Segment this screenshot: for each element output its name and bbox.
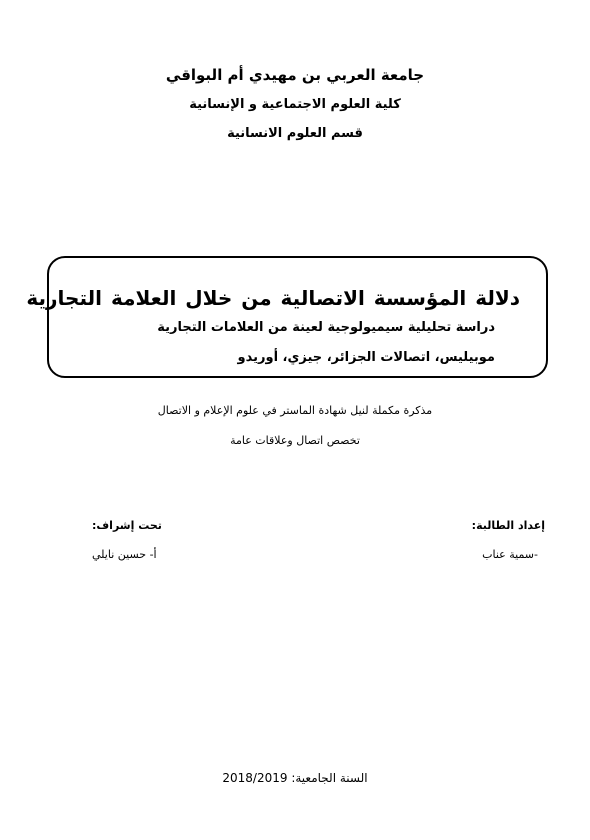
student-label: إعداد الطالبة: [471, 519, 545, 532]
thesis-subtitle: دراسة تحليلية سيميولوجية لعينة من العلامات التجارية [157, 320, 495, 335]
academic-year: السنة الجامعية: 2018/2019 [222, 771, 368, 785]
department-name: قسم العلوم الانسانية [227, 126, 363, 141]
supervisor-name: أ- حسين نايلي [92, 548, 157, 561]
faculty-name: كلية العلوم الاجتماعية و الإنسانية [189, 97, 401, 112]
thesis-title: دلالة المؤسسة الاتصالية من خلال العلامة التجارية [26, 286, 520, 310]
university-name: جامعة العربي بن مهيدي أم البواقي [165, 66, 425, 84]
student-name: -سمية عناب [482, 548, 538, 561]
brand-list: موبيليس، اتصالات الجزائر، جيزي، أوريدو [237, 350, 495, 365]
memo-specialization: تخصص اتصال وعلاقات عامة [230, 434, 360, 447]
supervisor-label: تحت إشراف: [92, 519, 162, 532]
memo-description: مذكرة مكملة لنيل شهادة الماستر في علوم الإعلام و الاتصال [157, 404, 433, 417]
